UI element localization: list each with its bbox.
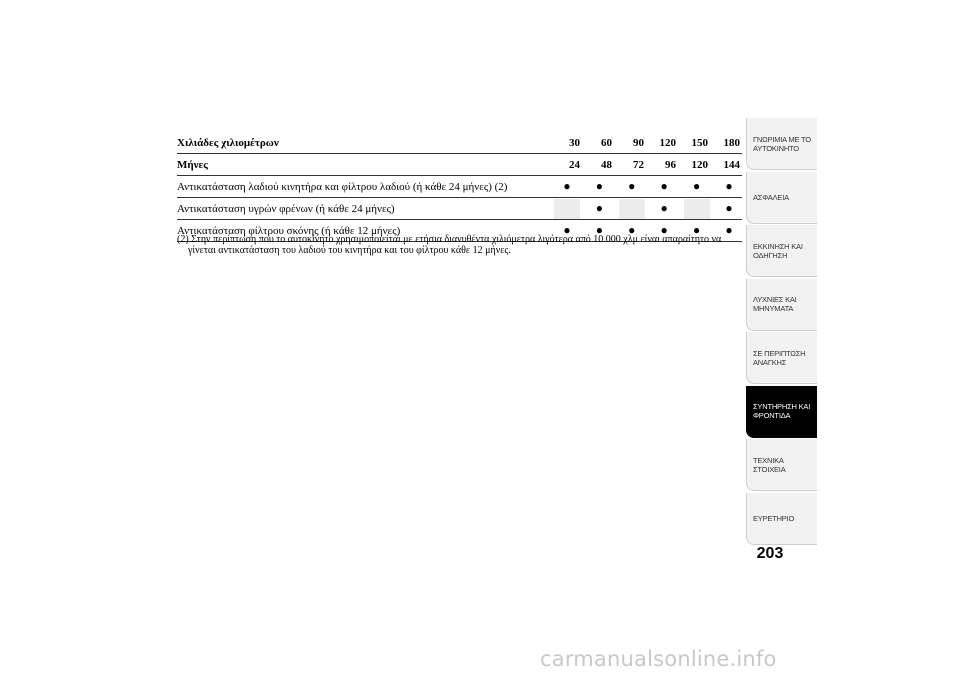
months-value: 24 [569, 158, 580, 171]
watermark: carmanualsonline.info [540, 647, 777, 671]
check-dot-icon: ● [628, 179, 636, 193]
chapter-tab-label: ΛΥΧΝΙΕΣ ΚΑΙ ΜΗΝΥΜΑΤΑ [753, 295, 797, 313]
check-dot-icon: ● [628, 223, 636, 237]
check-dot-icon: ● [692, 179, 701, 193]
row-cells [554, 177, 742, 197]
months-value: 120 [691, 158, 708, 171]
header-value: 60 [601, 136, 612, 149]
chapter-tab-label: ΑΣΦΑΛΕΙΑ [753, 192, 789, 202]
row-label: Αντικατάσταση υγρών φρένων (ή κάθε 24 μήνες) [177, 202, 395, 215]
months-value: 72 [633, 158, 644, 171]
chapter-tab-label: ΕΚΚΙΝΗΣΗ ΚΑΙ ΟΔΗΓΗΣΗ [753, 241, 803, 260]
chapter-tab[interactable] [746, 225, 817, 277]
check-dot-icon: ● [595, 223, 604, 237]
maintenance-table [177, 132, 742, 242]
chapter-tab[interactable] [746, 118, 817, 170]
footnote-line1: (2) Στην περίπτωση που το αυτοκίνητο χρησιμοποιείται με ετήσια διανυθέντα χιλιόμετρα λιγότερα από 10.000 χλμ είναι απαραίτητο να [177, 234, 722, 245]
chapter-tab-label: ΓΝΩΡΙΜΙΑ ΜΕ ΤΟ ΑΥΤΟΚΙΝΗΤΟ [753, 134, 811, 153]
header-value: 90 [633, 136, 644, 149]
check-dot-icon: ● [725, 201, 733, 215]
check-dot-icon: ● [563, 223, 571, 237]
months-value: 144 [723, 158, 740, 171]
header-value: 180 [723, 136, 740, 149]
footnote-line2: γίνεται αντικατάσταση του λαδιού του κινητήρα και του φίλτρου κάθε 12 μήνες. [188, 245, 511, 256]
empty-cell [684, 199, 710, 219]
header-label: Χιλιάδες χιλιομέτρων [177, 136, 279, 149]
chapter-tab[interactable] [746, 386, 817, 438]
chapter-tab-label: ΤΕΧΝΙΚΑ ΣΤΟΙΧΕΙΑ [753, 455, 786, 474]
header-value: 150 [691, 136, 708, 149]
page-number: 203 [756, 545, 784, 562]
check-dot-icon: ● [660, 179, 668, 193]
chapter-tab-label: ΣΥΝΤΗΡΗΣΗ ΚΑΙ ΦΡΟΝΤΙΔΑ [753, 402, 811, 420]
header-value: 120 [659, 136, 676, 149]
check-dot-icon: ● [725, 223, 733, 237]
months-label: Μήνες [177, 158, 208, 171]
empty-cell [554, 199, 580, 219]
row-label: Αντικατάσταση φίλτρου σκόνης (ή κάθε 12 μήνες) [177, 224, 401, 237]
check-dot-icon: ● [660, 201, 668, 215]
table-row [177, 198, 742, 220]
chapter-tab-label: ΣΕ ΠΕΡΙΠΤΩΣΗ ΑΝΑΓΚΗΣ [753, 348, 806, 367]
check-dot-icon: ● [725, 179, 733, 193]
table-months-row [177, 154, 742, 176]
chapter-tab[interactable] [746, 493, 817, 545]
table-header-row [177, 132, 742, 154]
row-label: Αντικατάσταση λαδιού κινητήρα και φίλτρου λαδιού (ή κάθε 24 μήνες) (2) [177, 180, 508, 193]
check-dot-icon: ● [563, 179, 571, 193]
check-dot-icon: ● [692, 223, 701, 237]
header-values [554, 133, 742, 153]
check-dot-icon: ● [660, 223, 668, 237]
check-dot-icon: ● [595, 179, 604, 193]
check-dot-icon: ● [595, 201, 604, 215]
footnote [177, 234, 742, 256]
chapter-tab-label: ΕΥΡΕΤΗΡΙΟ [753, 513, 795, 523]
chapter-tab[interactable] [746, 172, 817, 224]
months-values [554, 155, 742, 175]
table-row [177, 176, 742, 198]
chapter-tab[interactable] [746, 439, 817, 491]
months-value: 48 [601, 158, 612, 171]
chapter-tabs [746, 118, 817, 546]
chapter-tab[interactable] [746, 279, 817, 331]
chapter-tab[interactable] [746, 332, 817, 384]
months-value: 96 [665, 158, 676, 171]
empty-cell [619, 199, 645, 219]
header-value: 30 [569, 136, 580, 149]
row-cells [554, 199, 742, 219]
